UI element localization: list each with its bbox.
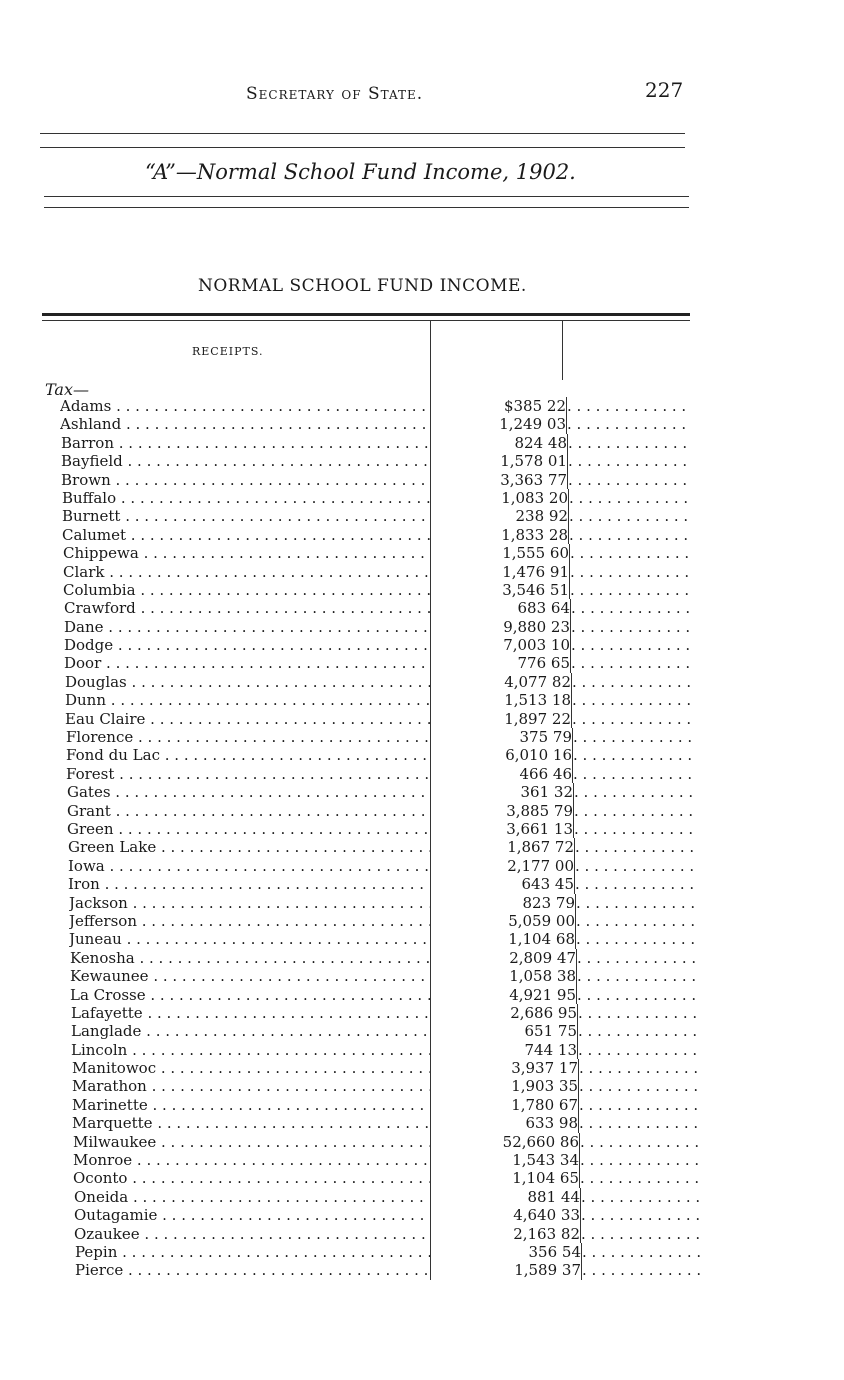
county-name: Ashland . . . [60, 415, 430, 433]
table-row [0, 397, 844, 415]
amount: 1,476 91 [502, 562, 569, 581]
amount: 1,104 68 [508, 930, 575, 949]
table-row [0, 949, 844, 967]
amount: 3,937 17 [511, 1059, 578, 1078]
leader-dots [568, 507, 689, 525]
county-name: Burnett . . . [62, 507, 430, 525]
leader-dots [578, 1114, 699, 1132]
receipts-table [0, 397, 844, 1280]
leader-dots [579, 1151, 700, 1169]
amount: 643 45 [521, 875, 574, 894]
amount: 1,780 67 [511, 1095, 578, 1114]
amount: 466 46 [519, 764, 572, 783]
divider [44, 196, 689, 197]
leader-dots [577, 1041, 698, 1059]
amount: 824 48 [514, 433, 567, 452]
county-name: Iron . . . [68, 875, 430, 893]
amount: 1,578 01 [500, 452, 567, 471]
table-row [0, 1261, 844, 1279]
county-name: Barron . . . [61, 434, 430, 452]
table-row [0, 526, 844, 544]
table-row [0, 783, 844, 801]
amount: 744 13 [524, 1040, 577, 1059]
table-row [0, 1041, 844, 1059]
table-row [0, 802, 844, 820]
table-row [0, 875, 844, 893]
amount: 3,661 13 [506, 819, 573, 838]
section-title: NORMAL SCHOOL FUND INCOME. [198, 276, 527, 296]
county-name: Langlade . . . [71, 1022, 430, 1040]
table-row [0, 894, 844, 912]
county-name: Florence . . . [66, 728, 430, 746]
amount: 633 98 [525, 1114, 578, 1133]
amount: 3,363 77 [500, 470, 567, 489]
table-row [0, 1004, 844, 1022]
leader-dots [576, 949, 697, 967]
county-name: Juneau . . . [69, 930, 430, 948]
amount: 6,010 16 [505, 746, 572, 765]
amount: 4,921 95 [509, 985, 576, 1004]
table-top-rule [42, 313, 690, 316]
county-name: Clark . . . [63, 563, 430, 581]
table-row [0, 544, 844, 562]
leader-dots [573, 820, 694, 838]
county-name: Douglas . . . [65, 673, 430, 691]
leader-dots [580, 1225, 701, 1243]
amount: 2,177 00 [507, 856, 574, 875]
amount: 4,640 33 [513, 1206, 580, 1225]
table-row [0, 1133, 844, 1151]
table-row [0, 746, 844, 764]
county-name: Buffalo . . . [62, 489, 430, 507]
county-name: Grant . . . [67, 802, 430, 820]
table-caption: “A”—Normal School Fund Income, 1902. [145, 160, 576, 184]
leader-dots [580, 1206, 701, 1224]
leader-dots [578, 1096, 699, 1114]
county-name: Dunn . . . [65, 691, 430, 709]
leader-dots [574, 857, 695, 875]
leader-dots [581, 1261, 702, 1279]
amount: 4,077 82 [504, 672, 571, 691]
county-name: Adams . . . [60, 397, 430, 415]
county-name: Oconto . . . [73, 1169, 430, 1187]
county-name: Iowa . . . [68, 857, 430, 875]
table-row [0, 452, 844, 470]
table-row [0, 838, 844, 856]
table-row [0, 728, 844, 746]
leader-dots [570, 636, 691, 654]
leader-dots [570, 654, 691, 672]
amount: 356 54 [528, 1242, 581, 1261]
table-row [0, 636, 844, 654]
amount: 375 79 [519, 728, 572, 747]
leader-dots [575, 912, 696, 930]
leader-dots [576, 986, 697, 1004]
amount: 1,903 35 [511, 1077, 578, 1096]
county-name: Dodge . . . [64, 636, 430, 654]
table-row [0, 599, 844, 617]
table-row [0, 1188, 844, 1206]
county-name: Calumet . . . [62, 526, 430, 544]
county-name: Forest . . . [66, 765, 430, 783]
table-row [0, 434, 844, 452]
county-name: Dane . . . [64, 618, 430, 636]
leader-dots [571, 710, 692, 728]
table-row [0, 1022, 844, 1040]
county-name: Green Lake . . . [68, 838, 430, 856]
amount: 823 79 [522, 893, 575, 912]
county-name: Kewaunee . . . [70, 967, 430, 985]
county-name: Bayfield . . . [61, 452, 430, 470]
county-name: La Crosse . . . [70, 986, 430, 1004]
amount: 238 92 [515, 507, 568, 526]
leader-dots [566, 415, 687, 433]
leader-dots [567, 471, 688, 489]
county-name: Kenosha . . . [70, 949, 430, 967]
leader-dots [577, 1022, 698, 1040]
table-row [0, 654, 844, 672]
county-name: Manitowoc . . . [72, 1059, 430, 1077]
table-row [0, 507, 844, 525]
leader-dots [572, 765, 693, 783]
leader-dots [573, 802, 694, 820]
table-row [0, 967, 844, 985]
leader-dots [578, 1077, 699, 1095]
amount: 1,555 60 [502, 544, 569, 563]
amount: 2,686 95 [510, 1003, 577, 1022]
county-name: Marathon . . . [72, 1077, 430, 1095]
leader-dots [572, 728, 693, 746]
leader-dots [580, 1188, 701, 1206]
amount: 1,897 22 [504, 709, 571, 728]
county-name: Lincoln . . . [71, 1041, 430, 1059]
leader-dots [574, 838, 695, 856]
leader-dots [579, 1133, 700, 1151]
county-name: Green . . . [67, 820, 430, 838]
county-name: Fond du Lac . . . [66, 746, 430, 764]
table-row [0, 930, 844, 948]
amount: 1,543 34 [512, 1151, 579, 1170]
amount: 1,058 38 [509, 967, 576, 986]
county-name: Jefferson . . . [69, 912, 430, 930]
table-row [0, 415, 844, 433]
amount: 5,059 00 [508, 911, 575, 930]
leader-dots [569, 544, 690, 562]
county-name: Pierce . . . [75, 1261, 430, 1279]
leader-dots [576, 967, 697, 985]
county-name: Gates . . . [67, 783, 430, 801]
leader-dots [567, 452, 688, 470]
table-row [0, 912, 844, 930]
table-row [0, 1059, 844, 1077]
amount: 7,003 10 [503, 636, 570, 655]
amount: 1,249 03 [499, 415, 566, 434]
county-name: Outagamie . . . [74, 1206, 430, 1224]
amount: 881 44 [527, 1187, 580, 1206]
table-row [0, 691, 844, 709]
amount: 1,867 72 [507, 838, 574, 857]
column-divider [562, 320, 563, 380]
county-name: Milwaukee . . . [73, 1133, 430, 1151]
amount: 3,885 79 [506, 801, 573, 820]
amount: 3,546 51 [502, 580, 569, 599]
amount: 2,163 82 [513, 1224, 580, 1243]
table-row [0, 1243, 844, 1261]
page-number: 227 [645, 78, 684, 102]
group-label: Tax— [45, 380, 89, 399]
leader-dots [575, 894, 696, 912]
county-name: Monroe . . . [73, 1151, 430, 1169]
county-name: Door . . . [64, 654, 430, 672]
amount: 2,809 47 [509, 948, 576, 967]
divider [40, 133, 685, 134]
county-name: Lafayette . . . [71, 1004, 430, 1022]
running-head: Secretary of State. [246, 84, 424, 104]
table-row [0, 618, 844, 636]
leader-dots [569, 563, 690, 581]
amount: 1,083 20 [501, 488, 568, 507]
amount: 52,660 86 [502, 1132, 579, 1151]
table-row [0, 563, 844, 581]
table-row [0, 1225, 844, 1243]
leader-dots [579, 1169, 700, 1187]
leader-dots [577, 1004, 698, 1022]
divider [44, 207, 689, 208]
table-row [0, 471, 844, 489]
county-name: Columbia . . . [63, 581, 430, 599]
divider [40, 147, 685, 148]
amount: 776 65 [517, 654, 570, 673]
leader-dots [571, 673, 692, 691]
table-row [0, 1206, 844, 1224]
leader-dots [566, 397, 687, 415]
amount: 1,589 37 [514, 1261, 581, 1280]
county-name: Brown . . . [61, 471, 430, 489]
county-name: Marinette . . . [72, 1096, 430, 1114]
county-name: Eau Claire . . . [65, 710, 430, 728]
leader-dots [571, 691, 692, 709]
table-row [0, 489, 844, 507]
leader-dots [574, 875, 695, 893]
table-row [0, 1114, 844, 1132]
leader-dots [578, 1059, 699, 1077]
leader-dots [581, 1243, 702, 1261]
leader-dots [570, 618, 691, 636]
table-row [0, 710, 844, 728]
amount: 1,104 65 [512, 1169, 579, 1188]
amount: 683 64 [517, 599, 570, 618]
county-name: Chippewa . . . [63, 544, 430, 562]
leader-dots [575, 930, 696, 948]
amount: 361 32 [520, 783, 573, 802]
table-row [0, 765, 844, 783]
amount: $385 22 [503, 397, 566, 415]
table-row [0, 1077, 844, 1095]
leader-dots [568, 526, 689, 544]
table-row [0, 581, 844, 599]
leader-dots [569, 581, 690, 599]
leader-dots [568, 489, 689, 507]
amount: 9,880 23 [503, 617, 570, 636]
leader-dots [573, 783, 694, 801]
table-row [0, 820, 844, 838]
table-row [0, 857, 844, 875]
table-row [0, 1169, 844, 1187]
column-heading-receipts: RECEIPTS. [192, 345, 264, 358]
county-name: Ozaukee . . . [74, 1225, 430, 1243]
county-name: Crawford . . . [64, 599, 430, 617]
table-row [0, 1096, 844, 1114]
table-top-rule [42, 320, 690, 321]
county-name: Marquette . . . [72, 1114, 430, 1132]
leader-dots [572, 746, 693, 764]
amount: 1,833 28 [501, 525, 568, 544]
table-row [0, 986, 844, 1004]
county-name: Jackson . . . [69, 894, 430, 912]
leader-dots [570, 599, 691, 617]
table-row [0, 673, 844, 691]
county-name: Pepin . . . [75, 1243, 430, 1261]
table-row [0, 1151, 844, 1169]
amount: 1,513 18 [504, 691, 571, 710]
county-name: Oneida . . . [74, 1188, 430, 1206]
amount: 651 75 [524, 1022, 577, 1041]
leader-dots [567, 434, 688, 452]
